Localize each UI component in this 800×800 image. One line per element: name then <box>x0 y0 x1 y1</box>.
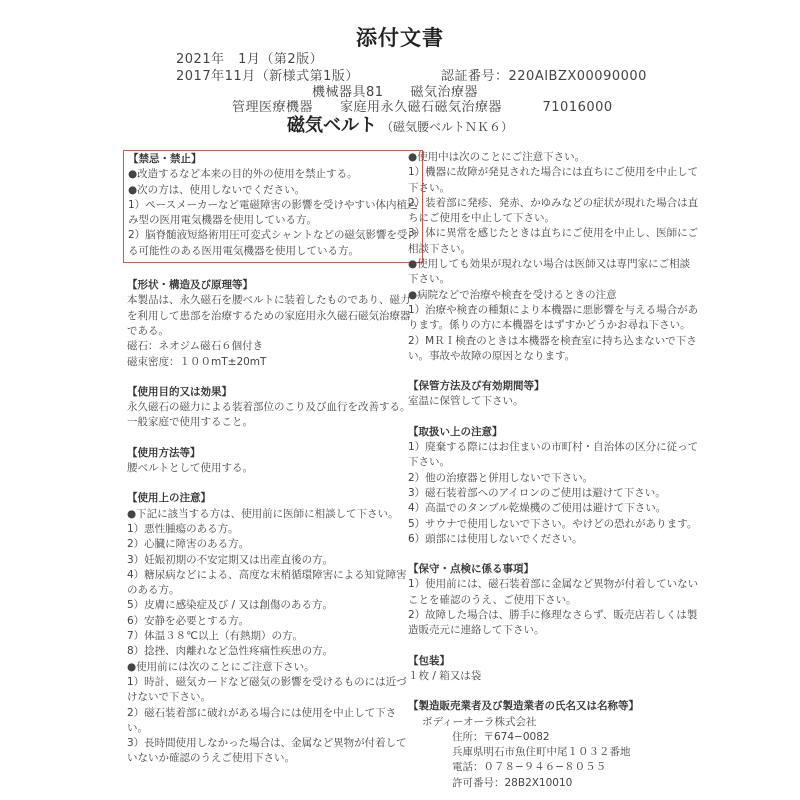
usage-line: 2）装着部に発疹、発赤、かゆみなどの症状が現れた場合は直ちにご使用を中止して下さい。 <box>408 196 699 225</box>
manufacturer-license: 許可番号：28B2X10010 <box>452 776 573 789</box>
precaution-line: 7）体温３８℃以上（有熱期）の方。 <box>127 630 303 643</box>
contraindication-line: 2）脳脊髄液短絡術用圧可変式シャントなどの磁気影響を受ける可能性のある医用電気機器を使用している方。 <box>128 229 418 257</box>
precaution-line: 6）安静を必要とする方。 <box>127 614 250 627</box>
precaution-line: 2）磁石装着部に破れがある場合には使用を中止して下さい。 <box>127 706 397 734</box>
precaution-line: 5）皮膚に感染症及び / 又は創傷のある方。 <box>127 599 333 612</box>
product-heading <box>0 111 800 137</box>
method-title: 【使用方法等】 <box>127 446 201 459</box>
usage-line: 1）治療や検査の種類により本機器に悪影響を与える場合があります。係りの方に本機器をはずすかどうかお尋ね下さい。 <box>408 303 699 332</box>
contraindication-line: 1）ペースメーカーなど電磁障害の影響を受けやすい体内植込み型の医用電気機器を使用している方。 <box>128 198 418 227</box>
structure-title: 【形状・構造及び原理等】 <box>127 279 253 292</box>
precaution-line: ●使用前には次のことにご注意下さい。 <box>127 660 315 673</box>
handling-line: 4）高温でのタンブル乾燥機のご使用は避けて下さい。 <box>408 502 667 515</box>
manufacturer-company: ボディーオーラ株式会社 <box>422 715 537 728</box>
device-classification: 機械器具81 磁気治療器 <box>312 85 479 100</box>
packaging-title: 【包装】 <box>408 654 450 667</box>
maintenance-line: 1）使用前には、磁石装着部に金属など異物が付着していないことを確認のうえ、ご使用下さい。 <box>408 578 699 606</box>
contraindication-line: ●次の方は、使用しないでください。 <box>128 183 306 196</box>
contraindication-title: 【禁忌・禁止】 <box>128 153 202 165</box>
product-model: （磁気腰ベルトＮＫ６） <box>380 120 513 134</box>
document-title: 添付文書 <box>356 26 444 50</box>
handling-line: 3）磁石装着部へのアイロンのご使用は避けて下さい。 <box>408 486 666 499</box>
structure-line: 磁束密度：１００mT±20mT <box>127 355 267 368</box>
manufacturer-address-line: 住所：〒674−0082 <box>452 730 550 743</box>
usage-line: 3）体に異常を感じたときは直ちにご使用を中止し、医師にご相談下さい。 <box>408 227 699 255</box>
manufacturer-block <box>408 715 700 791</box>
handling-line: 1）廃棄する際にはお住まいの市町村・自治体の区分に従って下さい。 <box>408 441 699 469</box>
manufacturer-address <box>422 730 700 791</box>
precaution-line: 1）悪性腫瘍のある方。 <box>127 522 239 535</box>
device-category: 管理医療機器 家庭用永久磁石磁気治療器 71016000 <box>232 100 613 115</box>
left-column <box>127 150 417 767</box>
handling-line: 2）他の治療器と併用しないで下さい。 <box>408 471 594 484</box>
precaution-line: 8）捻挫、肉離れなど急性疼痛性疾患の方。 <box>127 645 334 658</box>
right-column <box>408 150 700 791</box>
usage-line: 1）機器に故障が発見された場合には直ちにご使用を中止して下さい。 <box>408 166 699 194</box>
structure-line: 磁石：ネオジム磁石６個付き <box>127 340 264 353</box>
manufacturer-title: 【製造販売業者及び製造業者の氏名又は名称等】 <box>408 700 639 713</box>
maintenance-title: 【保守・点検に係る事項】 <box>408 563 534 576</box>
handling-line: 6）頭部には使用しないでください。 <box>408 532 583 545</box>
precaution-line: 1）時計、磁気カードなど磁気の影響を受けるものには近づけないで下さい。 <box>127 675 407 704</box>
storage-title: 【保管方法及び有効期間等】 <box>408 380 545 393</box>
usage-line: ●使用しても効果が現れない場合は医師又は専門家にご相談下さい。 <box>408 258 691 286</box>
storage-line: 室温に保管して下さい。 <box>408 395 524 408</box>
revision-date: 2021年 1月（第2版） <box>176 52 324 67</box>
manufacturer-phone: 電話：０７８−９４６−８０５５ <box>452 761 607 774</box>
precaution-line: 4）糖尿病などによる、高度な末梢循環障害による知覚障害のある方。 <box>127 568 407 597</box>
packaging-line: １枚 / 箱又は袋 <box>408 669 482 682</box>
purpose-line: 永久磁石の磁力による装着部位のこり及び血行を改善する。一般家庭で使用すること。 <box>127 401 411 429</box>
contraindication-line: ●改造するなど本来の目的外の使用を禁止する。 <box>128 168 358 181</box>
structure-line: 本製品は、永久磁石を腰ベルトに装着したものであり、磁力を利用して患部を治療するための家庭用永久磁石磁気治療器である。 <box>127 294 411 337</box>
method-line: 腰ベルトとして使用する。 <box>127 462 253 475</box>
creation-date: 2017年11月（新様式第1版） <box>176 69 359 84</box>
usage-line: ●病院などで治療や検査を受けるときの注意 <box>408 288 617 301</box>
manufacturer-address-line: 兵庫県明石市魚住町中尾１０３２番地 <box>452 746 631 759</box>
contraindication-box <box>123 150 423 263</box>
precaution-line: ●下記に該当する方は、使用前に医師に相談して下さい。 <box>127 507 399 520</box>
precautions-title: 【使用上の注意】 <box>127 492 211 505</box>
usage-line: 2）MＲＩ検査のときは本機器を検査室に持ち込まないで下さい。事故や故障の原因となります。 <box>408 334 697 362</box>
purpose-title: 【使用目的又は効果】 <box>127 385 232 398</box>
product-name: 磁気ベルト <box>286 115 377 136</box>
usage-line: ●使用中は次のことにご注意下さい。 <box>408 151 586 163</box>
handling-line: 5）サウナで使用しないで下さい。やけどの恐れがあります。 <box>408 517 698 530</box>
precaution-line: 3）妊娠初期の不安定期又は出産直後の方。 <box>127 553 334 566</box>
handling-title: 【取扱い上の注意】 <box>408 425 503 438</box>
precaution-line: 2）心臓に障害のある方。 <box>127 538 250 551</box>
maintenance-line: 2）故障した場合は、勝手に修理なさらず、販売店若しくは製造販売元に連絡して下さい。 <box>408 609 698 637</box>
approval-number: 認証番号：220AIBZX00090000 <box>441 69 647 84</box>
precaution-line: 3）長時間使用しなかった場合は、金属など異物が付着していないか確認のうえご使用下さい。 <box>127 737 407 765</box>
